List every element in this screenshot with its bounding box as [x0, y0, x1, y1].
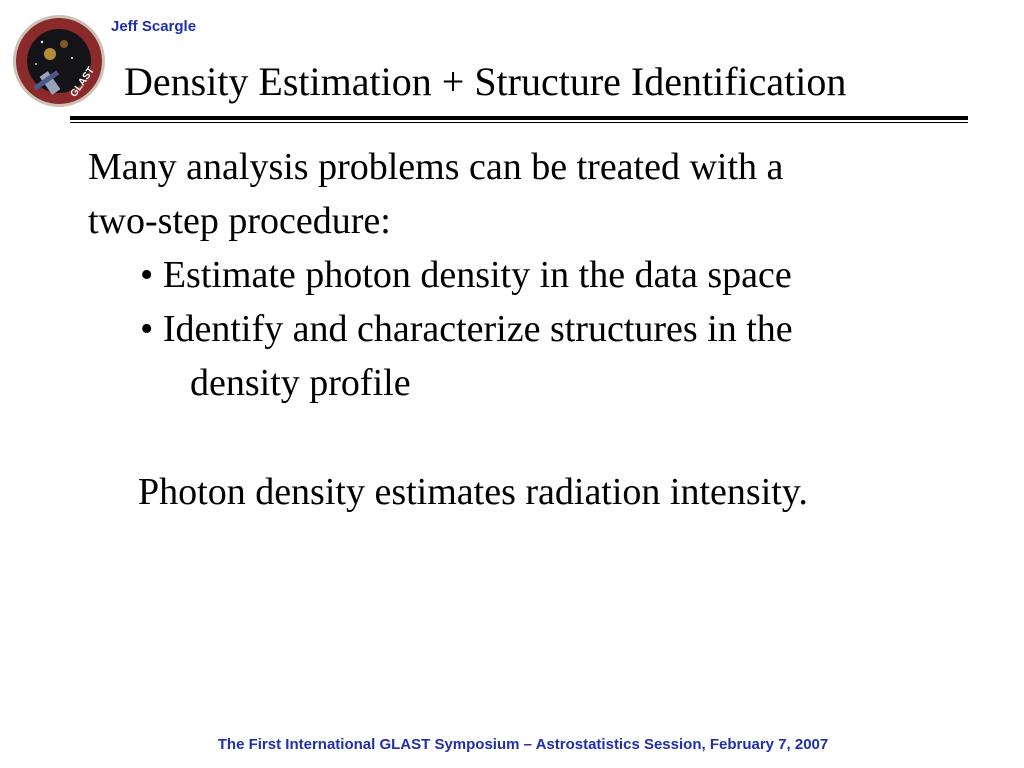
conclusion-text: Photon density estimates radiation intensity. [138, 471, 808, 513]
author-name: Jeff Scargle [111, 18, 197, 35]
bullet-item-2 [140, 302, 793, 356]
title-rule-thick [70, 116, 968, 120]
intro-line-1: Many analysis problems can be treated with a [88, 146, 784, 188]
footer-text: The First International GLAST Symposium – Astrostatistics Session, February 7, 2007 [217, 736, 829, 753]
bullet-marker: • [140, 254, 154, 296]
bullet-item-1 [140, 248, 792, 302]
title-rule-thin [70, 122, 968, 123]
slide-title: Density Estimation + Structure Identification [124, 59, 847, 104]
bullet-item-2-continuation: density profile [190, 362, 411, 404]
bullet-text: Estimate photon density in the data space [162, 254, 792, 296]
glast-logo [12, 14, 106, 108]
bullet-marker: • [140, 308, 154, 350]
intro-line-2: two-step procedure: [88, 200, 391, 242]
glast-patch-icon [12, 14, 106, 108]
bullet-text: Identify and characterize structures in the [162, 308, 793, 350]
svg-text:GLAST: GLAST [68, 65, 97, 100]
